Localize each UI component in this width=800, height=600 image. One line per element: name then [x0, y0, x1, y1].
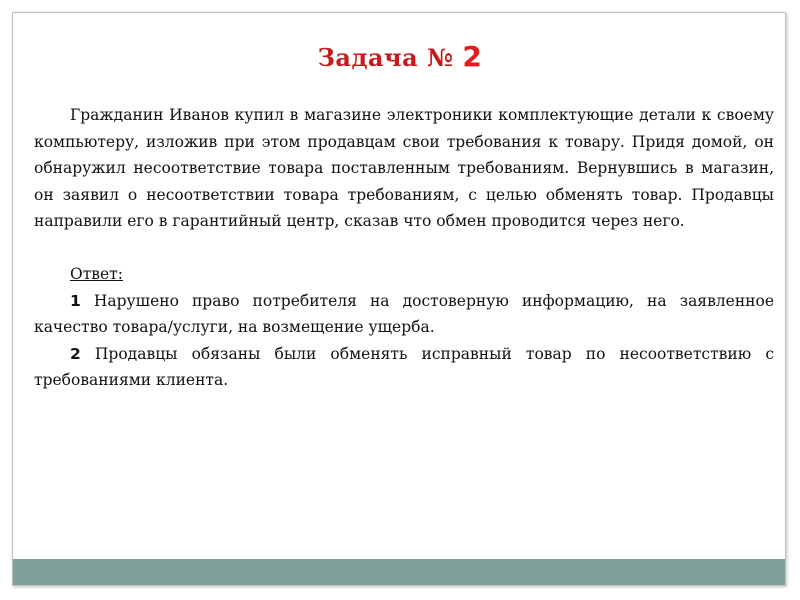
answer-item-number: 2 [70, 344, 81, 363]
answer-label: Ответ: [70, 265, 123, 283]
answer-item-text: Продавцы обязаны были обменять исправный товар по несоответствию с требованиями клиента. [34, 344, 774, 389]
paragraph-gap [34, 235, 774, 262]
slide-title [0, 40, 800, 73]
title-number: 2 [462, 40, 483, 73]
title-prefix: Задача № [317, 43, 454, 72]
problem-text: Гражданин Иванов купил в магазине электроники комплектующие детали к своему компьютеру, изложив при этом продавцам свои требования к товару. Придя домой, он обнаружил несоответствие товара поставленным требованиям. Вернувшись в магазин, он заявил о несоответствии товара требованиям, с целью обменять товар. Продавцы направили его в гарантийный центр, сказав что обмен проводится через него. [34, 106, 774, 230]
slide-bottom-band [13, 559, 785, 585]
answer-item-text: Нарушено право потребителя на достоверную информацию, на заявленное качество товара/услуги, на возмещение ущерба. [34, 291, 774, 336]
answer-item [34, 341, 774, 394]
answer-item-number: 1 [70, 291, 81, 310]
answer-item [34, 288, 774, 341]
slide-body [34, 102, 774, 394]
